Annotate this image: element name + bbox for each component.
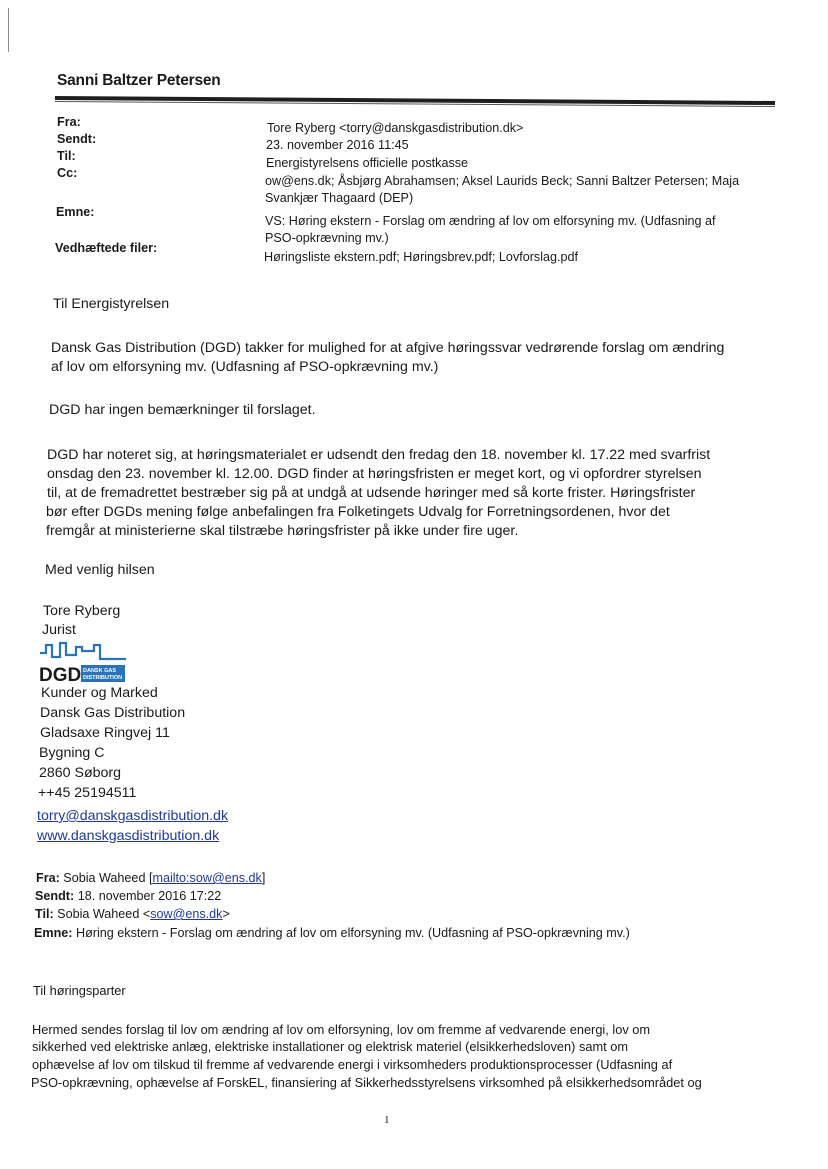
paragraph-3-line3: til, at de fremadrettet bestræber sig på at undgå at udsende høringer med så korte frister. Høringsfrister: [47, 485, 696, 501]
logo-subtext-1: DANSK GAS: [83, 668, 117, 674]
signature-name: Tore Ryberg: [43, 603, 121, 619]
paragraph-2: DGD har ingen bemærkninger til forslaget.: [49, 402, 316, 418]
forwarded-sent-label: Sendt:: [35, 889, 75, 903]
sent-value: 23. november 2016 11:45: [266, 138, 409, 152]
signature-building: Bygning C: [39, 745, 105, 761]
paragraph-1-line1: Dansk Gas Distribution (DGD) takker for mulighed for at afgive høringssvar vedrørende forslag om ændring: [51, 340, 725, 356]
forwarded-text-line4: PSO-opkrævning, ophævelse af ForskEL, finansiering af Sikkerhedsstyrelsens virksomhed på elsikkerhedsområdet og: [31, 1075, 702, 1090]
signature-website-link[interactable]: www.danskgasdistribution.dk: [37, 828, 220, 844]
closing: Med venlig hilsen: [45, 562, 155, 578]
sent-label: Sendt:: [57, 132, 97, 146]
forwarded-text-line2: sikkerhed ved elektriske anlæg, elektriske installationer og elektrisk materiel (elsikkerhedsloven) samt om: [32, 1039, 629, 1054]
forwarded-to-link[interactable]: sow@ens.dk: [150, 907, 223, 921]
forwarded-from-mailto-link[interactable]: mailto:sow@ens.dk: [152, 871, 262, 885]
forwarded-subject-line: [34, 925, 630, 942]
forwarded-sent-value: 18. november 2016 17:22: [77, 889, 222, 903]
mailbox-owner-name: Sanni Baltzer Petersen: [57, 72, 221, 89]
signature-company: Dansk Gas Distribution: [40, 705, 186, 721]
forwarded-from-line: [36, 870, 265, 887]
forwarded-to-label: Til:: [35, 907, 54, 921]
forwarded-from-bracket-open: [: [148, 871, 153, 885]
forwarded-greeting: Til høringsparter: [33, 983, 126, 998]
subject-value-line1: VS: Høring ekstern - Forslag om ændring af lov om elforsyning mv. (Udfasning af: [265, 214, 716, 228]
subject-value-line2: PSO-opkrævning mv.): [265, 231, 389, 245]
paragraph-1-line2: af lov om elforsyning mv. (Udfasning af PSO-opkrævning mv.): [51, 359, 439, 375]
from-label: Fra:: [57, 115, 81, 129]
cc-value-line2: Svankjær Thagaard (DEP): [265, 191, 414, 205]
signature-department: Kunder og Marked: [41, 685, 158, 701]
page-number: 1: [384, 1114, 390, 1126]
forwarded-to-value: Sobia Waheed <: [57, 907, 151, 921]
paragraph-3-line5: fremgår at ministerierne skal tilstræbe høringsfrister på ikke under fire uger.: [46, 523, 519, 539]
paragraph-3-line2: onsdag den 23. november kl. 12.00. DGD finder at høringsfristen er meget kort, og vi opfordrer styrelsen: [47, 466, 702, 482]
paragraph-3-line4: bør efter DGDs mening følge anbefalingen fra Folketingets Udvalg for Forretningsordenen, hvor det: [46, 504, 670, 520]
forwarded-from-value: Sobia Waheed: [63, 871, 146, 885]
paragraph-3-line1: DGD har noteret sig, at høringsmaterialet er udsendt den fredag den 18. november kl. 17.22 med svarfrist: [47, 447, 711, 463]
logo-subtext-2: DISTRIBUTION: [83, 675, 123, 681]
forwarded-text-line3: ophævelse af lov om tilskud til fremme af vedvarende energi i virksomheders produktionsprocesser (Udfasning af: [32, 1057, 673, 1072]
forwarded-sent-line: [35, 888, 221, 905]
signature-phone: ++45 25194511: [38, 785, 137, 801]
to-value: Energistyrelsens officielle postkasse: [266, 156, 469, 170]
forwarded-from-bracket-close: ]: [261, 871, 266, 885]
forwarded-subject-label: Emne:: [34, 926, 73, 940]
attachments-value: Høringsliste ekstern.pdf; Høringsbrev.pdf; Lovforslag.pdf: [264, 250, 579, 264]
signature-email-link[interactable]: torry@danskgasdistribution.dk: [37, 808, 229, 824]
dgd-logo: [36, 637, 132, 685]
cc-value-line1: ow@ens.dk; Åsbjørg Abrahamsen; Aksel Laurids Beck; Sanni Baltzer Petersen; Maja: [265, 174, 740, 188]
signature-title: Jurist: [42, 622, 76, 638]
forwarded-to-line: [35, 906, 230, 923]
cc-label: Cc:: [57, 166, 78, 180]
forwarded-subject-value: Høring ekstern - Forslag om ændring af lov om elforsyning mv. (Udfasning af PSO-opkrævning mv.): [76, 926, 630, 940]
gas-network-line: [40, 643, 126, 659]
forwarded-text-line1: Hermed sendes forslag til lov om ændring af lov om elforsyning, lov om fremme af vedvarende energi, lov om: [32, 1022, 651, 1037]
attachments-label: Vedhæftede filer:: [55, 241, 158, 255]
to-label: Til:: [57, 149, 76, 163]
greeting: Til Energistyrelsen: [53, 296, 170, 312]
from-value: Tore Ryberg <torry@danskgasdistribution.dk>: [267, 121, 524, 135]
signature-street: Gladsaxe Ringvej 11: [40, 725, 170, 741]
scan-edge-mark: [8, 8, 9, 52]
signature-city: 2860 Søborg: [39, 765, 122, 781]
logo-wordmark: DGD: [39, 665, 82, 685]
forwarded-from-label: Fra:: [36, 871, 60, 885]
subject-label: Emne:: [56, 205, 95, 219]
forwarded-to-close: >: [222, 907, 230, 921]
